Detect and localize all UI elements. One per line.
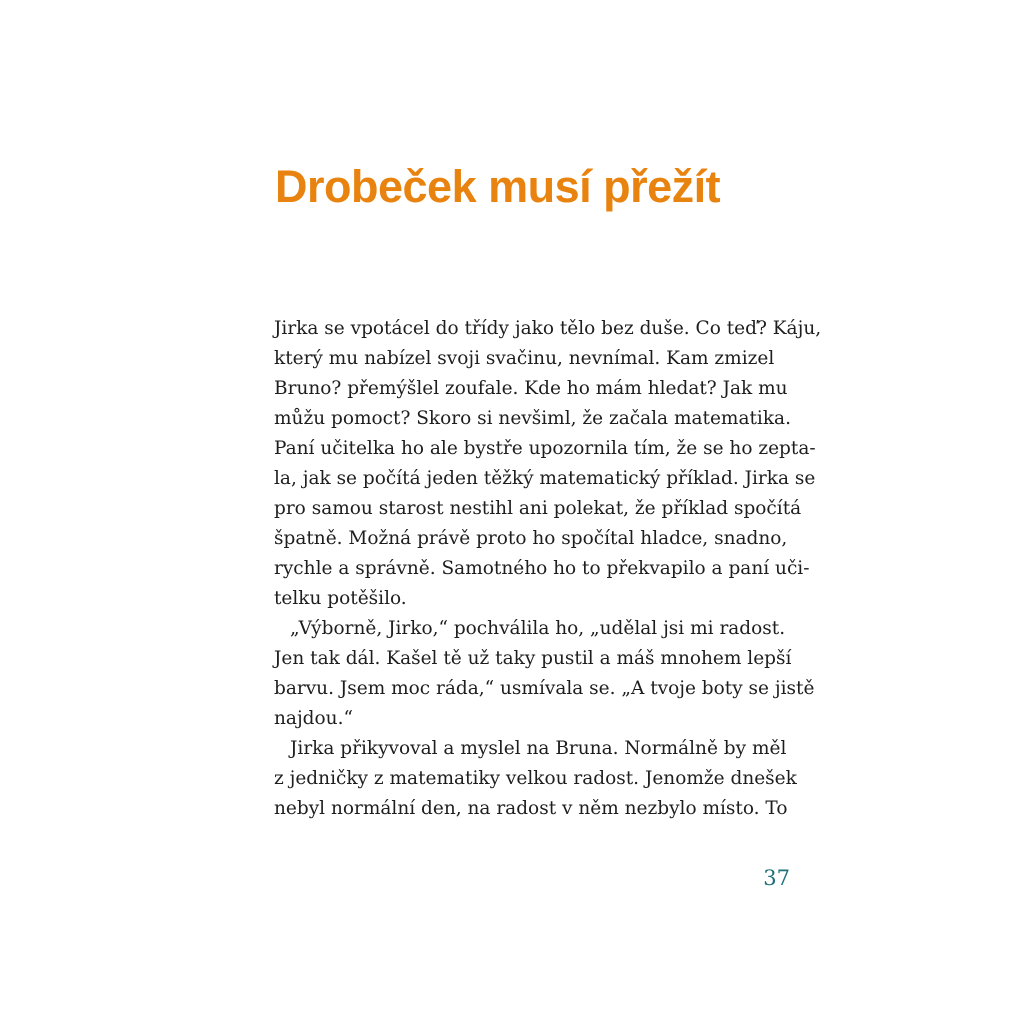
text-line: z jedničky z matematiky velkou radost. Jenomže dnešek (274, 768, 797, 789)
text-line: la, jak se počítá jeden těžký matematický příklad. Jirka se (274, 468, 816, 489)
page-number: 37 (763, 866, 790, 890)
text-line: telku potěšilo. (274, 588, 407, 609)
text-line: který mu nabízel svoji svačinu, nevnímal. Kam zmizel (274, 348, 775, 369)
chapter-title: Drobeček musí přežít (275, 161, 721, 212)
text-line: špatně. Možná právě proto ho spočítal hladce, snadno, (274, 528, 788, 549)
text-line: najdou.“ (274, 708, 353, 729)
body-text (274, 314, 822, 824)
text-line: barvu. Jsem moc ráda,“ usmívala se. „A tvoje boty se jistě (274, 678, 815, 699)
text-line: Bruno? přemýšlel zoufale. Kde ho mám hledat? Jak mu (274, 378, 788, 399)
text-line: Paní učitelka ho ale bystře upozornila tím, že se ho zepta- (274, 438, 816, 459)
text-line: rychle a správně. Samotného ho to překvapilo a paní uči- (274, 558, 810, 579)
text-line: „Výborně, Jirko,“ pochválila ho, „udělal jsi mi radost. (290, 618, 786, 639)
text-line: pro samou starost nestihl ani polekat, že příklad spočítá (274, 498, 802, 519)
text-line: nebyl normální den, na radost v něm nezbylo místo. To (274, 798, 788, 819)
text-line: Jirka se vpotácel do třídy jako tělo bez duše. Co teď? Káju, (274, 318, 822, 339)
text-line: můžu pomoct? Skoro si nevšiml, že začala matematika. (274, 408, 791, 429)
text-line: Jen tak dál. Kašel tě už taky pustil a máš mnohem lepší (274, 648, 792, 669)
text-line: Jirka přikyvoval a myslel na Bruna. Normálně by měl (290, 738, 787, 759)
